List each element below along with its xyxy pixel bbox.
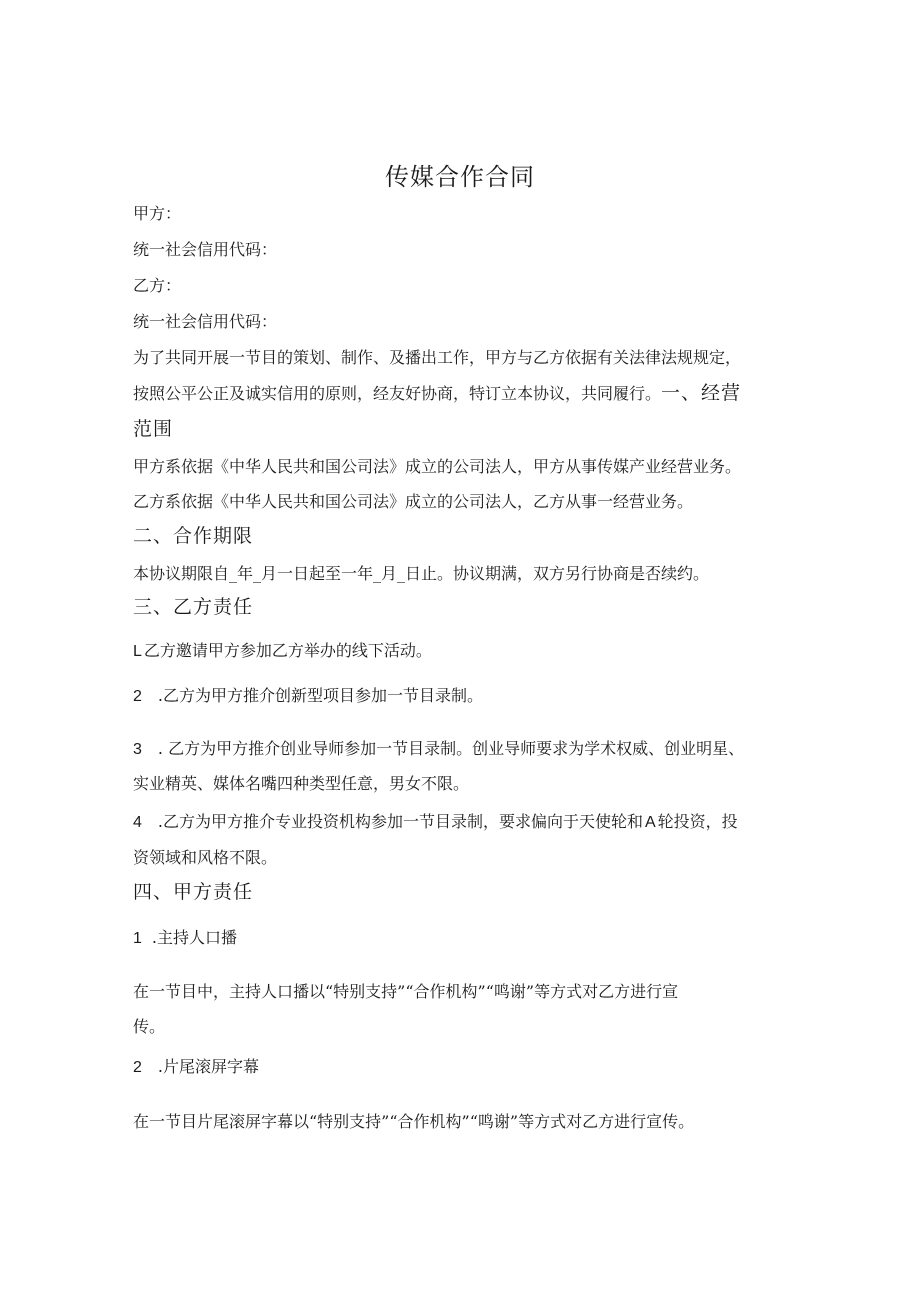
item-number: 1 xyxy=(133,930,142,947)
item-text: 乙方邀请甲方参加乙方举办的线下活动。 xyxy=(143,641,432,660)
section-1-heading-start: 一、经营 xyxy=(661,382,742,404)
item-number: 3 xyxy=(133,741,142,758)
item-letter: A xyxy=(645,814,656,831)
section-3-item-3-continued: 实业精英、媒体名嘴四种类型任意，男女不限。 xyxy=(133,774,470,793)
preamble-line-1: 为了共同开展一节目的策划、制作、及播出工作，甲方与乙方依据有关法律法规规定， xyxy=(133,348,742,367)
item-text: .乙方为甲方推介创新型项目参加一节目录制。 xyxy=(157,686,483,705)
section-4-heading: 四、甲方责任 xyxy=(133,881,254,903)
item-number: 2 xyxy=(133,1059,142,1076)
party-b-label: 乙方： xyxy=(133,276,182,295)
item-text: .主持人口播 xyxy=(151,928,237,947)
party-a-credit-code: 统一社会信用代码： xyxy=(133,240,278,259)
item-text: .片尾滚屏字幕 xyxy=(157,1057,259,1076)
section-1-paragraph-2: 乙方系依据《中华人民共和国公司法》成立的公司法人，乙方从事一经营业务。 xyxy=(133,492,694,511)
section-4-item-1-paragraph-continued: 传。 xyxy=(133,1017,166,1036)
section-2-heading: 二、合作期限 xyxy=(133,525,254,547)
section-1-paragraph-1: 甲方系依据《中华人民共和国公司法》成立的公司法人，甲方从事传媒产业经营业务。 xyxy=(133,457,742,476)
section-4-item-1-paragraph: 在一节目中，主持人口播以“特别支持”“合作机构”“鸣谢”等方式对乙方进行宣 xyxy=(133,982,679,1001)
item-number: L xyxy=(133,643,142,660)
document-title: 传媒合作合同 xyxy=(385,163,535,191)
preamble-line-2 xyxy=(133,382,741,405)
section-4-item-2-paragraph: 在一节目片尾滚屏字幕以“特别支持”“合作机构”“鸣谢”等方式对乙方进行宣传。 xyxy=(133,1112,695,1131)
section-3-heading: 三、乙方责任 xyxy=(133,596,254,618)
section-4-item-1 xyxy=(133,927,237,950)
item-number: 4 xyxy=(133,814,142,831)
section-3-item-4-continued: 资领域和风格不限。 xyxy=(133,848,278,867)
section-3-item-1 xyxy=(133,640,432,663)
section-3-item-2 xyxy=(133,685,483,708)
preamble-text: 按照公平公正及诚实信用的原则，经友好协商，特订立本协议，共同履行。 xyxy=(133,384,662,403)
party-b-credit-code: 统一社会信用代码： xyxy=(133,312,278,331)
section-2-paragraph: 本协议期限自_年_月一日起至一年_月_日止。协议期满，双方另行协商是否续约。 xyxy=(133,564,710,583)
item-number: 2 xyxy=(133,688,142,705)
section-3-item-3 xyxy=(133,738,744,761)
item-text: .乙方为甲方推介专业投资机构参加一节目录制，要求偏向于天使轮和 xyxy=(157,812,643,831)
section-1-heading-end: 范围 xyxy=(133,418,174,440)
item-text: . 乙方为甲方推介创业导师参加一节目录制。创业导师要求为学术权威、创业明星、 xyxy=(157,739,745,758)
section-3-item-4 xyxy=(133,811,738,834)
item-text-rest: 轮投资，投 xyxy=(657,812,738,831)
section-4-item-2 xyxy=(133,1056,259,1079)
party-a-label: 甲方： xyxy=(133,204,182,223)
